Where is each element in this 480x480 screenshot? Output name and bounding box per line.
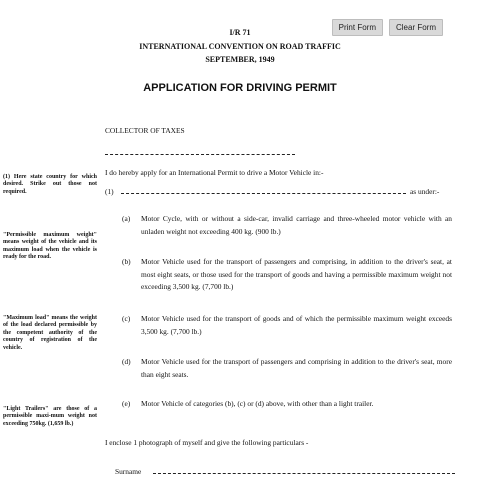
category-item-b [122,256,452,294]
collector-field[interactable] [105,154,295,155]
intro-text: I do hereby apply for an International Permit to drive a Motor Vehicle in:- [105,168,324,177]
category-text: Motor Vehicle used for the transport of goods and of which the permissible maximum weight exceeds 3,500 kg. (7,700 lb.) [141,314,452,336]
photo-text: I enclose 1 photograph of myself and give the following particulars - [105,438,309,447]
category-text: Motor Vehicle used for the transport of passengers and comprising, in addition to the driver's seat, at most eight seats, or those used for the transport of goods and having a permissible maximum weight not exceeding 3,500 kg. (7,700 lb.) [141,257,452,291]
surname-field[interactable] [153,473,455,474]
convention-date: SEPTEMBER, 1949 [205,55,275,64]
sidenote-permissible-weight: "Permissible maximum weight" means weight of the vehicle and its maximum load when the vehicle is ready for the road. [3,232,97,261]
category-text: Motor Vehicle used for the transport of passengers and comprising in addition to the driver's seat, more than eight seats. [141,357,452,379]
category-letter: (d) [122,357,131,366]
category-item-c [122,313,452,338]
category-text: Motor Cycle, with or without a side-car, invalid carriage and three-wheeled motor vehicle with an unladen weight not exceeding 400 kg. (900 lb.) [141,214,452,236]
print-form-button[interactable]: Print Form [332,19,383,36]
category-item-a [122,213,452,238]
category-letter: (e) [122,399,131,408]
form-number: I/R 71 [229,28,251,37]
country-field[interactable] [121,193,406,194]
page-title: APPLICATION FOR DRIVING PERMIT [143,82,337,94]
collector-label: COLLECTOR OF TAXES [105,126,185,135]
convention-heading: INTERNATIONAL CONVENTION ON ROAD TRAFFIC [139,42,341,51]
category-letter: (a) [122,214,131,223]
as-under-label: as under:- [410,187,440,196]
category-text: Motor Vehicle of categories (b), (c) or (d) above, with other than a light trailer. [141,399,374,408]
category-item-e [122,398,452,411]
country-marker: (1) [105,187,114,196]
sidenote-maximum-load: "Maximum load" means the weight of the load declared permissible by the competent authority of the country of registration of the vehicle. [3,315,97,351]
sidenote-country: (1) Here state country for which desired. Strike out those not required. [3,174,97,195]
clear-form-button[interactable]: Clear Form [389,19,443,36]
surname-label: Surname [115,467,142,476]
category-letter: (b) [122,257,131,266]
category-letter: (c) [122,314,131,323]
sidenote-light-trailers: "Light Trailers" are those of a permissible maxi-mum weight not exceeding 750kg. (1,659 lb.) [3,406,97,427]
category-item-d [122,356,452,381]
